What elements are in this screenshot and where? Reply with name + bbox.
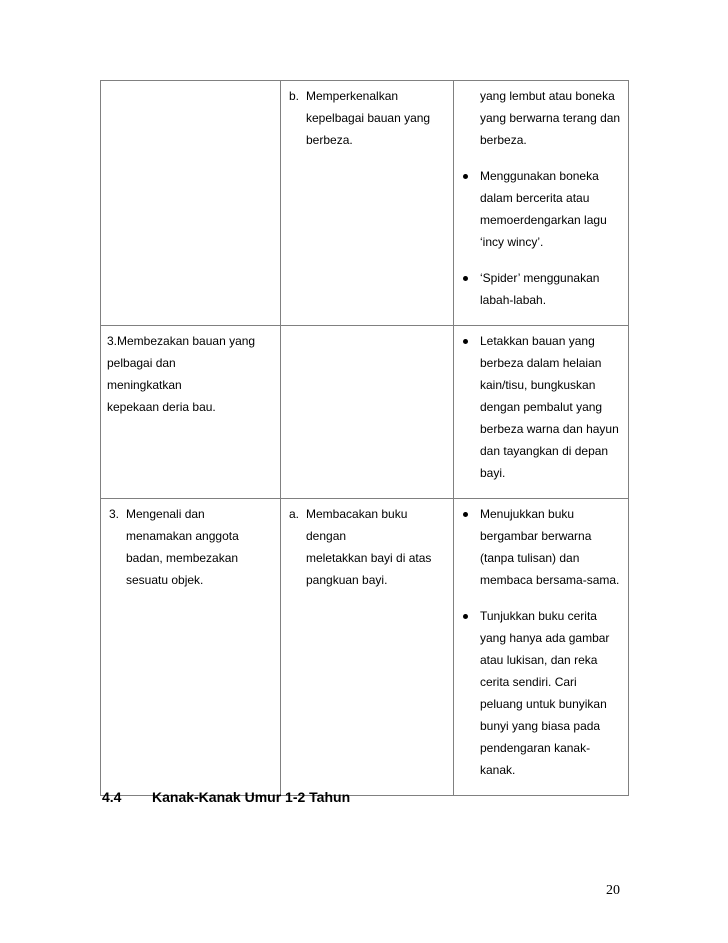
text-line: badan, membezakan <box>126 551 239 565</box>
text-line: berbeza warna dan hayun <box>480 422 619 436</box>
text-line: meningkatkan <box>107 378 182 392</box>
text-line: peluang untuk bunyikan <box>480 697 607 711</box>
table-row <box>101 326 629 499</box>
text-line: bunyi yang biasa pada <box>480 719 601 733</box>
text-line: dalam bercerita atau <box>480 191 590 205</box>
table-row <box>101 499 629 796</box>
bullet-dot-icon <box>463 276 468 281</box>
bullet-dot-icon <box>463 614 468 619</box>
objective-text <box>107 330 274 418</box>
item-marker: a. <box>289 507 300 521</box>
text-line: 3.Membezakan bauan yang <box>107 334 256 348</box>
text-line: pendengaran kanak- <box>480 741 591 755</box>
text-line: ‘Spider’ menggunakan <box>480 271 600 285</box>
item-marker: 3. <box>109 507 120 521</box>
text-line: dan tayangkan di depan <box>480 444 609 458</box>
table-cell-activity <box>281 81 454 326</box>
list-item <box>287 503 447 591</box>
text-line: menamakan anggota <box>126 529 239 543</box>
table-cell-objective <box>101 326 281 499</box>
text-line: meletakkan bayi di atas <box>306 551 432 565</box>
text-line: bergambar berwarna <box>480 529 592 543</box>
text-line: Memperkenalkan <box>306 89 399 103</box>
text-line: Mengenali dan <box>126 507 205 521</box>
table-row <box>101 81 629 326</box>
table-cell-activity <box>281 499 454 796</box>
text-line: atau lukisan, dan reka <box>480 653 598 667</box>
bullet-item <box>460 330 622 484</box>
text-line: memoerdengarkan lagu <box>480 213 607 227</box>
table-cell-method <box>454 499 629 796</box>
text-line: berbeza. <box>306 133 353 147</box>
section-title: Kanak-Kanak Umur 1-2 Tahun <box>152 789 351 805</box>
text-line: pelbagai dan <box>107 356 176 370</box>
text-line: kepelbagai bauan yang <box>306 111 431 125</box>
text-line: dengan pembalut yang <box>480 400 603 414</box>
text-line: yang hanya ada gambar <box>480 631 610 645</box>
text-line: kain/tisu, bungkuskan <box>480 378 596 392</box>
text-line: Letakkan bauan yang <box>480 334 595 348</box>
text-line: cerita sendiri. Cari <box>480 675 577 689</box>
bullet-item <box>460 605 622 781</box>
list-item <box>287 85 447 151</box>
text-line: membaca bersama-sama. <box>480 573 620 587</box>
table-cell-method <box>454 326 629 499</box>
bullet-item <box>460 165 622 253</box>
text-line: sesuatu objek. <box>126 573 204 587</box>
text-line: Menujukkan buku <box>480 507 575 521</box>
table-cell-objective <box>101 81 281 326</box>
text-line: Membacakan buku dengan <box>306 507 408 543</box>
page-number: 20 <box>606 883 620 898</box>
text-line: labah-labah. <box>480 293 547 307</box>
table-cell-objective <box>101 499 281 796</box>
text-line: pangkuan bayi. <box>306 573 388 587</box>
text-line: Tunjukkan buku cerita <box>480 609 597 623</box>
section-heading <box>102 789 350 805</box>
text-line: kepekaan deria bau. <box>107 400 216 414</box>
text-line: (tanpa tulisan) dan <box>480 551 580 565</box>
activity-table <box>100 80 629 796</box>
bullet-item <box>460 267 622 311</box>
list-item <box>107 503 274 591</box>
bullet-dot-icon <box>463 174 468 179</box>
continued-text <box>460 85 622 151</box>
text-line: Menggunakan boneka <box>480 169 599 183</box>
text-line: bayi. <box>480 466 506 480</box>
text-line: kanak. <box>480 763 516 777</box>
section-number: 4.4 <box>102 789 122 805</box>
text-line: yang lembut atau boneka <box>480 89 615 103</box>
item-marker: b. <box>289 89 300 103</box>
text-line: ‘incy wincy’. <box>480 235 544 249</box>
text-line: berbeza. <box>480 133 527 147</box>
text-line: yang berwarna terang dan <box>480 111 621 125</box>
table-cell-activity <box>281 326 454 499</box>
bullet-dot-icon <box>463 512 468 517</box>
bullet-item <box>460 503 622 591</box>
bullet-dot-icon <box>463 339 468 344</box>
table-cell-method <box>454 81 629 326</box>
text-line: berbeza dalam helaian <box>480 356 602 370</box>
